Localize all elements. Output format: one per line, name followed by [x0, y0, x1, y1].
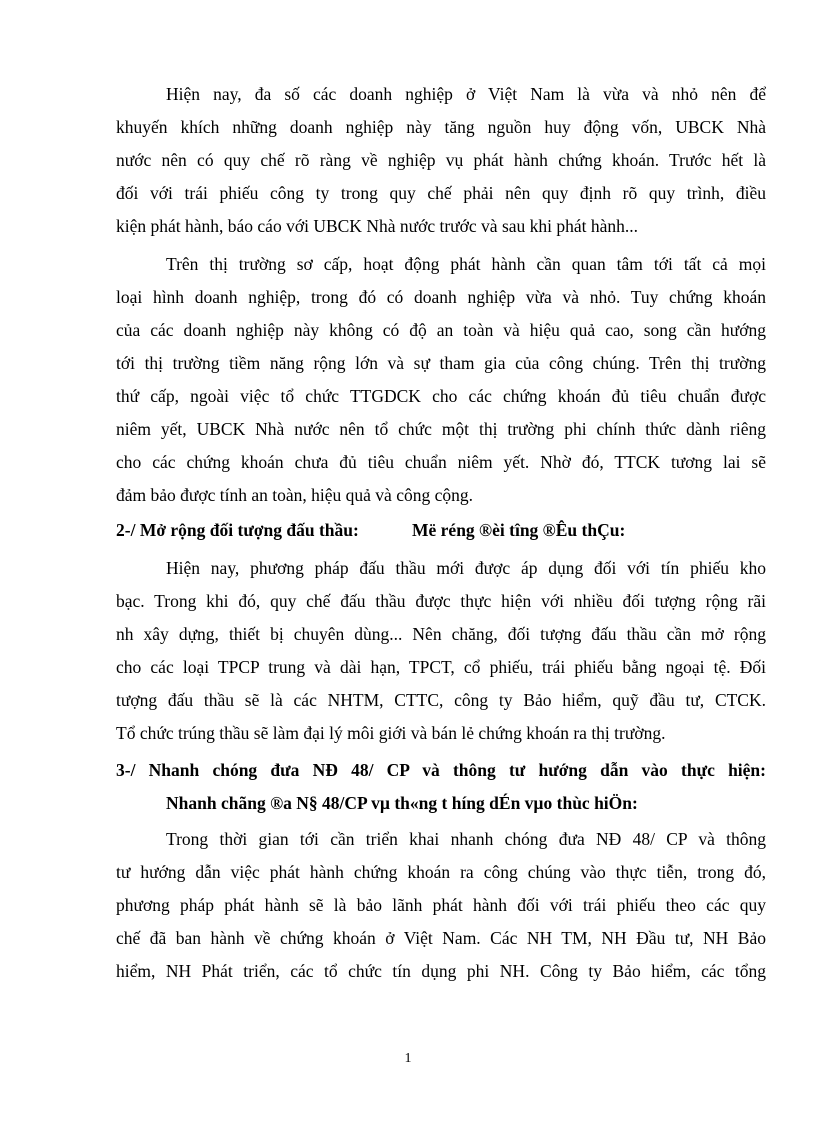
paragraph-4-line-1: Trong thời gian tới cần triển khai nhanh chóng đưa NĐ 48/ CP và thông	[166, 829, 766, 849]
paragraph-4-line-5: hiểm, NH Phát triển, các tổ chức tín dụng phi NH. Công ty Bảo hiểm, các tổng	[116, 961, 766, 981]
paragraph-1-line-5: kiện phát hành, báo cáo với UBCK Nhà nước trước và sau khi phát hành...	[116, 216, 639, 236]
paragraph-1-line-2: khuyến khích những doanh nghiệp này tăng nguồn huy động vốn, UBCK Nhà	[116, 117, 766, 137]
paragraph-1-line-1: Hiện nay, đa số các doanh nghiệp ở Việt Nam là vừa và nhỏ nên để	[166, 84, 766, 104]
heading-3-title: 3-/ Nhanh chóng đưa NĐ 48/ CP và thông tư hướng dẫn vào thực hiện:	[116, 760, 766, 780]
paragraph-2-line-5: thứ cấp, ngoài việc tổ chức TTGDCK cho các chứng khoán đủ tiêu chuẩn được	[116, 386, 766, 406]
paragraph-3-line-6: Tổ chức trúng thầu sẽ làm đại lý môi giới và bán lẻ chứng khoán ra thị trường.	[116, 723, 666, 743]
paragraph-1-line-4: đối với trái phiếu công ty trong quy chế phải nên quy định rõ quy trình, điều	[116, 183, 766, 203]
paragraph-4-line-3: phương pháp phát hành sẽ là bảo lãnh phát hành đối với trái phiếu theo các quy	[116, 895, 766, 915]
paragraph-2-line-1: Trên thị trường sơ cấp, hoạt động phát hành cần quan tâm tới tất cả mọi	[166, 254, 766, 274]
paragraph-1-line-3: nước nên có quy chế rõ ràng về nghiệp vụ phát hành chứng khoán. Trước hết là	[116, 150, 766, 170]
heading-2-title: 2-/ Mở rộng đối tượng đấu thầu:	[116, 520, 359, 540]
heading-2-legacy-encoding: Më réng ®èi tîng ®Êu thÇu:	[412, 520, 626, 540]
paragraph-3-line-1: Hiện nay, phương pháp đấu thầu mới được áp dụng đối với tín phiếu kho	[166, 558, 766, 578]
paragraph-2-line-8: đảm bảo được tính an toàn, hiệu quả và công cộng.	[116, 485, 473, 505]
paragraph-3-line-4: cho các loại TPCP trung và dài hạn, TPCT, cổ phiếu, trái phiếu bằng ngoại tệ. Đối	[116, 657, 766, 677]
paragraph-2-line-4: tới thị trường tiềm năng rộng lớn và sự tham gia của công chúng. Trên thị trường	[116, 353, 766, 373]
paragraph-2-line-7: cho các chứng khoán chưa đủ tiêu chuẩn niêm yết. Nhờ đó, TTCK tương lai sẽ	[116, 452, 766, 472]
paragraph-2-line-6: niêm yết, UBCK Nhà nước nên tổ chức một thị trường phi chính thức dành riêng	[116, 419, 766, 439]
paragraph-3-line-3: nh xây dựng, thiết bị chuyên dùng... Nên chăng, đối tượng đấu thầu cần mở rộng	[116, 624, 766, 644]
paragraph-3-line-2: bạc. Trong khi đó, quy chế đấu thầu được thực hiện với nhiều đối tượng rộng rãi	[116, 591, 766, 611]
paragraph-4-line-2: tư hướng dẫn việc phát hành chứng khoán ra công chúng vào thực tiễn, trong đó,	[116, 862, 766, 882]
page-number: 1	[404, 1051, 412, 1066]
paragraph-2-line-2: loại hình doanh nghiệp, trong đó có doanh nghiệp vừa và nhỏ. Tuy chứng khoán	[116, 287, 766, 307]
heading-3-legacy-encoding: Nhanh chãng ®a N§ 48/CP vµ th«ng t híng dÉn vµo thùc hiÖn:	[166, 793, 638, 813]
paragraph-3-line-5: tượng đấu thầu sẽ là các NHTM, CTTC, công ty Bảo hiểm, quỹ đầu tư, CTCK.	[116, 690, 766, 710]
paragraph-4-line-4: chế đã ban hành về chứng khoán ở Việt Nam. Các NH TM, NH Đầu tư, NH Bảo	[116, 928, 766, 948]
paragraph-2-line-3: của các doanh nghiệp này không có độ an toàn và hiệu quả cao, song cần hướng	[116, 320, 766, 340]
